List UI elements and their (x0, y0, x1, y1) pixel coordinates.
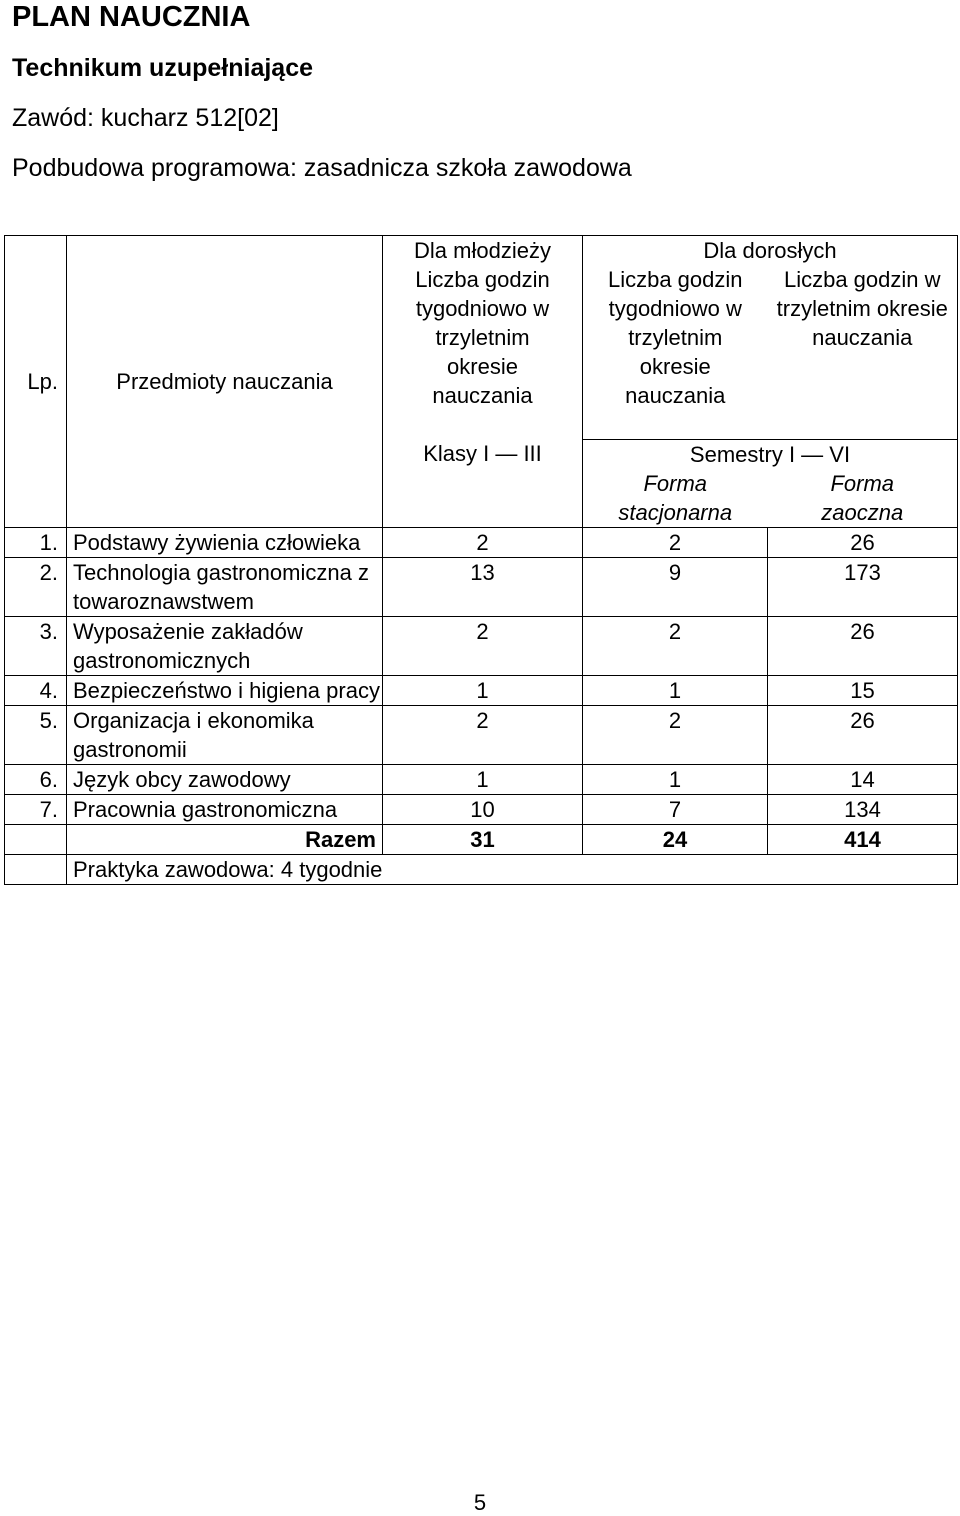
header-form-day: Forma stacjonarna (618, 471, 733, 525)
document-title: PLAN NAUCZNIA (12, 1, 251, 33)
row-youth-hours: 1 (383, 765, 583, 795)
row-lp: 7. (5, 795, 67, 825)
profession-line: Zawód: kucharz 512[02] (12, 104, 279, 132)
row-subject: Wyposażenie zakładów gastronomicznych (67, 617, 383, 676)
total-lp (5, 825, 67, 855)
table-row (5, 706, 958, 765)
row-youth-hours: 1 (383, 676, 583, 706)
row-day-hours: 9 (583, 558, 768, 617)
row-part-hours: 173 (768, 558, 958, 617)
header-adult-weekly: Liczba godzin tygodniowo w trzyletnim okresie nauczania (583, 265, 768, 440)
total-row (5, 825, 958, 855)
header-row-main (5, 236, 958, 266)
header-youth: Dla młodzieży (383, 236, 583, 266)
row-lp: 5. (5, 706, 67, 765)
row-subject: Technologia gastronomiczna z towaroznawstwem (67, 558, 383, 617)
header-semesters: Semestry I — VI Forma stacjonarna Forma zaoczna (583, 440, 958, 528)
practice-note: Praktyka zawodowa: 4 tygodnie (67, 855, 958, 885)
header-adults: Dla dorosłych (583, 236, 958, 266)
row-part-hours: 26 (768, 706, 958, 765)
row-subject: Podstawy żywienia człowieka (67, 528, 383, 558)
row-youth-hours: 10 (383, 795, 583, 825)
school-type: Technikum uzupełniające (12, 54, 314, 82)
row-lp: 1. (5, 528, 67, 558)
row-part-hours: 26 (768, 528, 958, 558)
row-subject: Język obcy zawodowy (67, 765, 383, 795)
table-row (5, 528, 958, 558)
header-form-part: Forma zaoczna (821, 471, 904, 525)
header-lp: Lp. (5, 236, 67, 528)
row-part-hours: 134 (768, 795, 958, 825)
row-lp: 3. (5, 617, 67, 676)
row-day-hours: 1 (583, 765, 768, 795)
row-lp: 6. (5, 765, 67, 795)
program-basis-line: Podbudowa programowa: zasadnicza szkoła zawodowa (12, 154, 632, 182)
row-lp: 4. (5, 676, 67, 706)
header-youth-hours: Liczba godzin tygodniowo w trzyletnim okresie nauczania Klasy I — III (383, 265, 583, 528)
row-day-hours: 2 (583, 706, 768, 765)
practice-row (5, 855, 958, 885)
row-subject: Bezpieczeństwo i higiena pracy (67, 676, 383, 706)
total-label: Razem (67, 825, 383, 855)
table-row (5, 795, 958, 825)
curriculum-table (4, 235, 958, 885)
page-number: 5 (473, 1490, 487, 1515)
total-youth-hours: 31 (383, 825, 583, 855)
row-day-hours: 1 (583, 676, 768, 706)
header-subjects: Przedmioty nauczania (67, 236, 383, 528)
row-day-hours: 2 (583, 617, 768, 676)
row-youth-hours: 2 (383, 706, 583, 765)
total-day-hours: 24 (583, 825, 768, 855)
row-subject: Organizacja i ekonomika gastronomii (67, 706, 383, 765)
header-classes: Klasy I — III (423, 441, 542, 466)
row-day-hours: 2 (583, 528, 768, 558)
total-part-hours: 414 (768, 825, 958, 855)
row-part-hours: 26 (768, 617, 958, 676)
table-row (5, 617, 958, 676)
practice-lp (5, 855, 67, 885)
table-row (5, 765, 958, 795)
row-part-hours: 15 (768, 676, 958, 706)
row-day-hours: 7 (583, 795, 768, 825)
row-lp: 2. (5, 558, 67, 617)
row-youth-hours: 13 (383, 558, 583, 617)
row-youth-hours: 2 (383, 617, 583, 676)
row-subject: Pracownia gastronomiczna (67, 795, 383, 825)
table-row (5, 676, 958, 706)
row-youth-hours: 2 (383, 528, 583, 558)
header-adult-total: Liczba godzin w trzyletnim okresie nauczania (768, 265, 958, 440)
row-part-hours: 14 (768, 765, 958, 795)
table-row (5, 558, 958, 617)
